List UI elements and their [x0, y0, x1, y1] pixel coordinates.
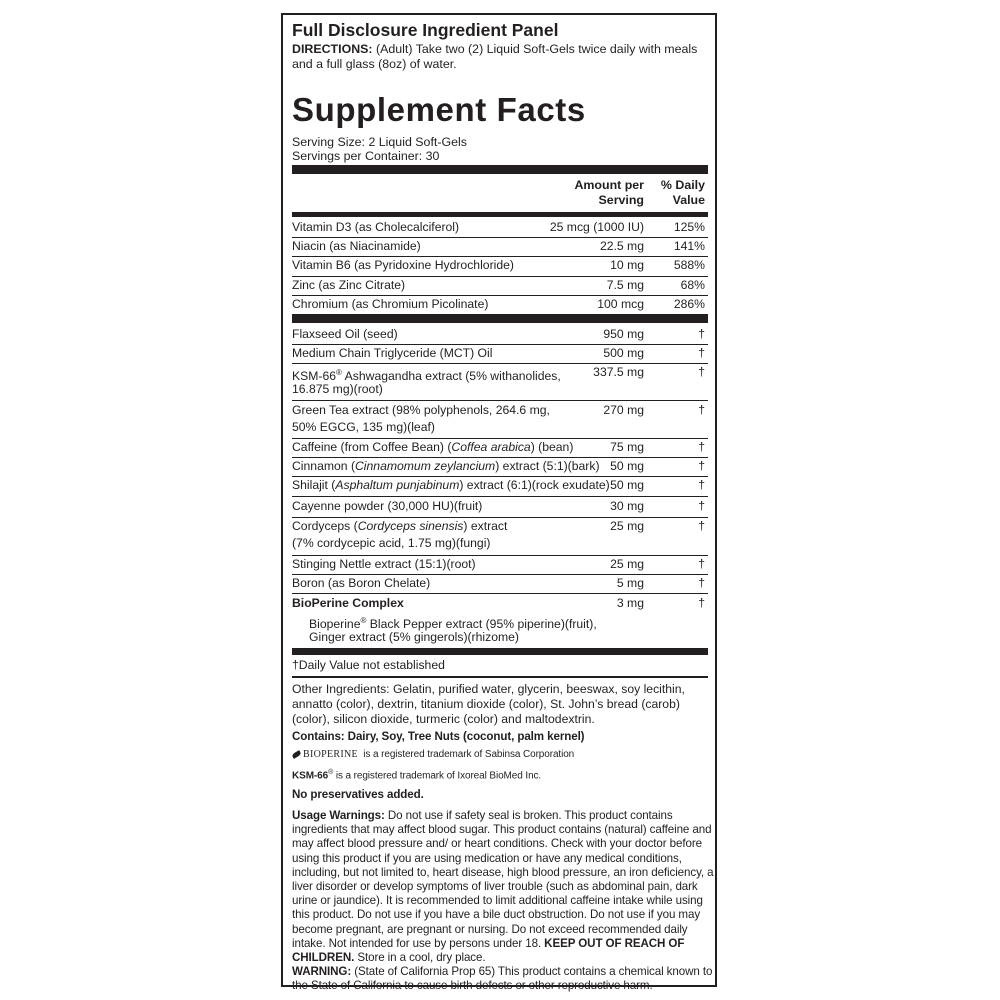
ingredient-name — [292, 519, 507, 534]
thick-rule-top — [292, 165, 708, 174]
registered-mark: ® — [360, 616, 367, 625]
thick-rule-middle — [292, 314, 708, 323]
row-divider — [292, 256, 708, 257]
usage-warnings-label: Usage Warnings: — [292, 809, 385, 822]
ingredient-amount: 50 mg — [610, 459, 644, 473]
amount-header — [574, 178, 644, 208]
ingredient-name — [292, 459, 600, 474]
ingredient-dv: † — [698, 365, 705, 379]
usage-warnings-text: Do not use if safety seal is broken. This product contains ingredients that may affect blood sugar. This product contains (natural) caffeine and may affect blood pressure and/ or heart conditions. Check with your doctor before using this product if you are using medication or have any medical conditions, including, but not limited to, heart disease, high blood pressure, an iron deficiency, a liver disorder or develop symptoms of liver trouble (such as abdominal pain, dark urine or jaundice). It is recommended to limit additional caffeine intake while using this product. Do not use if you have a bile duct obstruction. Do not use if you may become pregnant, are pregnant or nursing. Do not exceed recommended daily intake. Not intended for use by persons under 18. — [292, 809, 714, 950]
directions-text: (Adult) Take two (2) Liquid Soft-Gels twice daily with meals and a full glass (8oz) of water. — [292, 42, 698, 71]
row-divider — [292, 438, 708, 439]
nutrient-name: Chromium (as Chromium Picolinate) — [292, 297, 489, 311]
daily-value-header — [661, 178, 705, 208]
row-divider — [292, 555, 708, 556]
nutrient-amount: 7.5 mg — [606, 278, 644, 292]
ingredient-dv: † — [698, 557, 705, 571]
row-divider — [292, 496, 708, 497]
ingredient-amount: 950 mg — [603, 327, 644, 341]
ksm-name: KSM-66 — [292, 770, 329, 782]
ksm-name-rest: Ashwagandha extract (5% withanolides, — [341, 369, 561, 384]
name-part: Cinnamon ( — [292, 459, 355, 473]
nutrient-amount: 10 mg — [610, 258, 644, 272]
ingredient-dv: † — [698, 478, 705, 492]
rule-under-header — [292, 212, 708, 217]
ingredient-name: BioPerine Complex — [292, 596, 404, 610]
usage-warnings — [292, 809, 714, 994]
dv-header-line1: % Daily — [660, 178, 705, 192]
ingredient-name-line2: 50% EGCG, 135 mg)(leaf) — [292, 420, 435, 434]
bioperine-logo: BIOPERINE — [303, 749, 358, 760]
panel-title: Full Disclosure Ingredient Panel — [292, 20, 559, 40]
name-part: Black Pepper extract (95% piperine)(fruit), — [366, 617, 597, 632]
nutrient-dv: 141% — [673, 239, 705, 253]
ingredient-dv: † — [698, 440, 705, 454]
latin-name: Cinnamomum zeylancium — [355, 459, 496, 473]
ingredient-name: Boron (as Boron Chelate) — [292, 576, 431, 590]
ingredient-amount: 25 mg — [610, 557, 644, 571]
row-divider — [292, 276, 708, 277]
ingredient-name: Green Tea extract (98% polyphenols, 264.6 mg, — [292, 403, 550, 417]
servings-per-container: Servings per Container: 30 — [292, 149, 440, 163]
name-part: ) (bean) — [530, 440, 574, 454]
ingredient-amount: 337.5 mg — [593, 365, 644, 379]
nutrient-dv: 68% — [680, 278, 705, 292]
amount-header-line1: Amount per — [574, 178, 644, 192]
name-part: ) extract (5:1)(bark) — [495, 459, 600, 473]
ingredient-amount: 30 mg — [610, 499, 644, 513]
row-divider — [292, 400, 708, 401]
dv-note: †Daily Value not established — [292, 658, 445, 672]
nutrient-amount: 22.5 mg — [599, 239, 644, 253]
nutrient-name: Vitamin D3 (as Cholecalciferol) — [292, 220, 460, 234]
name-part: Bioperine — [309, 617, 361, 632]
row-divider — [292, 363, 708, 364]
directions — [292, 42, 712, 72]
row-divider — [292, 476, 708, 477]
ingredient-dv: † — [698, 403, 705, 417]
ingredient-amount: 50 mg — [610, 478, 644, 492]
ksm-trademark — [292, 766, 541, 784]
name-part: ) extract (6:1)(rock exudate) — [459, 478, 610, 492]
registered-mark: ® — [336, 368, 342, 377]
row-divider — [292, 344, 708, 345]
ingredient-amount: 500 mg — [603, 346, 644, 360]
ingredient-name-line2: 16.875 mg)(root) — [292, 382, 383, 396]
ingredient-name: Medium Chain Triglyceride (MCT) Oil — [292, 346, 493, 360]
latin-name: Asphaltum punjabinum — [335, 478, 460, 492]
ingredient-name: Cayenne powder (30,000 HU)(fruit) — [292, 499, 483, 513]
name-part: Caffeine (from Coffee Bean) ( — [292, 440, 452, 454]
storage-text: Store in a cool, dry place. — [354, 951, 486, 965]
no-preservatives: No preservatives added. — [292, 788, 424, 801]
name-part: ) extract — [463, 519, 508, 533]
name-part: Shilajit ( — [292, 478, 336, 492]
ingredient-name: Stinging Nettle extract (15:1)(root) — [292, 557, 476, 571]
row-divider — [292, 237, 708, 238]
nutrient-name: Vitamin B6 (as Pyridoxine Hydrochloride) — [292, 258, 514, 272]
bioperine-trademark — [292, 748, 574, 762]
nutrient-dv: 125% — [673, 220, 705, 234]
directions-label: DIRECTIONS: — [292, 42, 373, 56]
row-divider — [292, 517, 708, 518]
ingredient-dv: † — [698, 596, 705, 610]
allergen-contains: Contains: Dairy, Soy, Tree Nuts (coconut, palm kernel) — [292, 730, 585, 743]
trademark-text: is a registered trademark of Sabinsa Corporation — [363, 749, 575, 760]
serving-size: Serving Size: 2 Liquid Soft-Gels — [292, 135, 467, 149]
row-divider — [292, 593, 708, 594]
ingredient-amount: 5 mg — [616, 576, 644, 590]
leaf-logo-icon — [291, 750, 301, 759]
thick-rule-bottom — [292, 648, 708, 655]
ingredient-dv: † — [698, 499, 705, 513]
ingredient-name — [292, 478, 610, 493]
latin-name: Cordyceps sinensis — [357, 519, 464, 533]
supplement-facts-title: Supplement Facts — [292, 91, 586, 128]
dv-header-line2: Value — [672, 193, 705, 207]
prop65-label: WARNING: — [292, 965, 352, 979]
row-divider — [292, 295, 708, 296]
nutrient-dv: 588% — [673, 258, 705, 272]
ingredient-dv: † — [698, 519, 705, 533]
ingredient-dv: † — [698, 576, 705, 590]
supplement-panel — [281, 13, 717, 993]
ingredient-amount: 3 mg — [616, 596, 644, 610]
keep-out-notice: KEEP OUT OF REACH OF CHILDREN. — [292, 936, 685, 965]
ingredient-dv: † — [698, 327, 705, 341]
latin-name: Coffea arabica — [451, 440, 531, 454]
nutrient-amount: 100 mcg — [597, 297, 644, 311]
sub-ingredient: Ginger extract (5% gingerols)(rhizome) — [309, 630, 519, 644]
ingredient-dv: † — [698, 459, 705, 473]
ingredient-amount: 75 mg — [610, 440, 644, 454]
nutrient-dv: 286% — [673, 297, 705, 311]
ingredient-amount: 25 mg — [610, 519, 644, 533]
prop65-text: (State of California Prop 65) This product contains a chemical known to the State of California to cause birth defects or other reproductive harm. — [292, 965, 713, 993]
ksm-name: KSM-66 — [292, 369, 337, 384]
nutrient-amount: 25 mcg (1000 IU) — [549, 220, 644, 234]
row-divider — [292, 574, 708, 575]
row-divider — [292, 457, 708, 458]
other-ingredients: Other Ingredients: Gelatin, purified water, glycerin, beeswax, soy lecithin, annatto (color), dextrin, titanium dioxide (color), St. John’s bread (carob) (color), silicon dioxide, turmeric (color) and maltodextrin. — [292, 682, 685, 726]
ingredient-name-line2: (7% cordycepic acid, 1.75 mg)(fungi) — [292, 536, 491, 550]
amount-header-line2: Serving — [598, 193, 644, 207]
trademark-text: is a registered trademark of Ixoreal BioMed Inc. — [333, 770, 542, 782]
ingredient-amount: 270 mg — [603, 403, 644, 417]
ingredient-name: Flaxseed Oil (seed) — [292, 327, 398, 341]
rule-above-other — [292, 676, 708, 678]
ingredient-dv: † — [698, 346, 705, 360]
registered-mark: ® — [328, 769, 334, 776]
ingredient-name — [292, 440, 573, 455]
nutrient-name: Zinc (as Zinc Citrate) — [292, 278, 406, 292]
name-part: Cordyceps ( — [292, 519, 358, 533]
nutrient-name: Niacin (as Niacinamide) — [292, 239, 421, 253]
